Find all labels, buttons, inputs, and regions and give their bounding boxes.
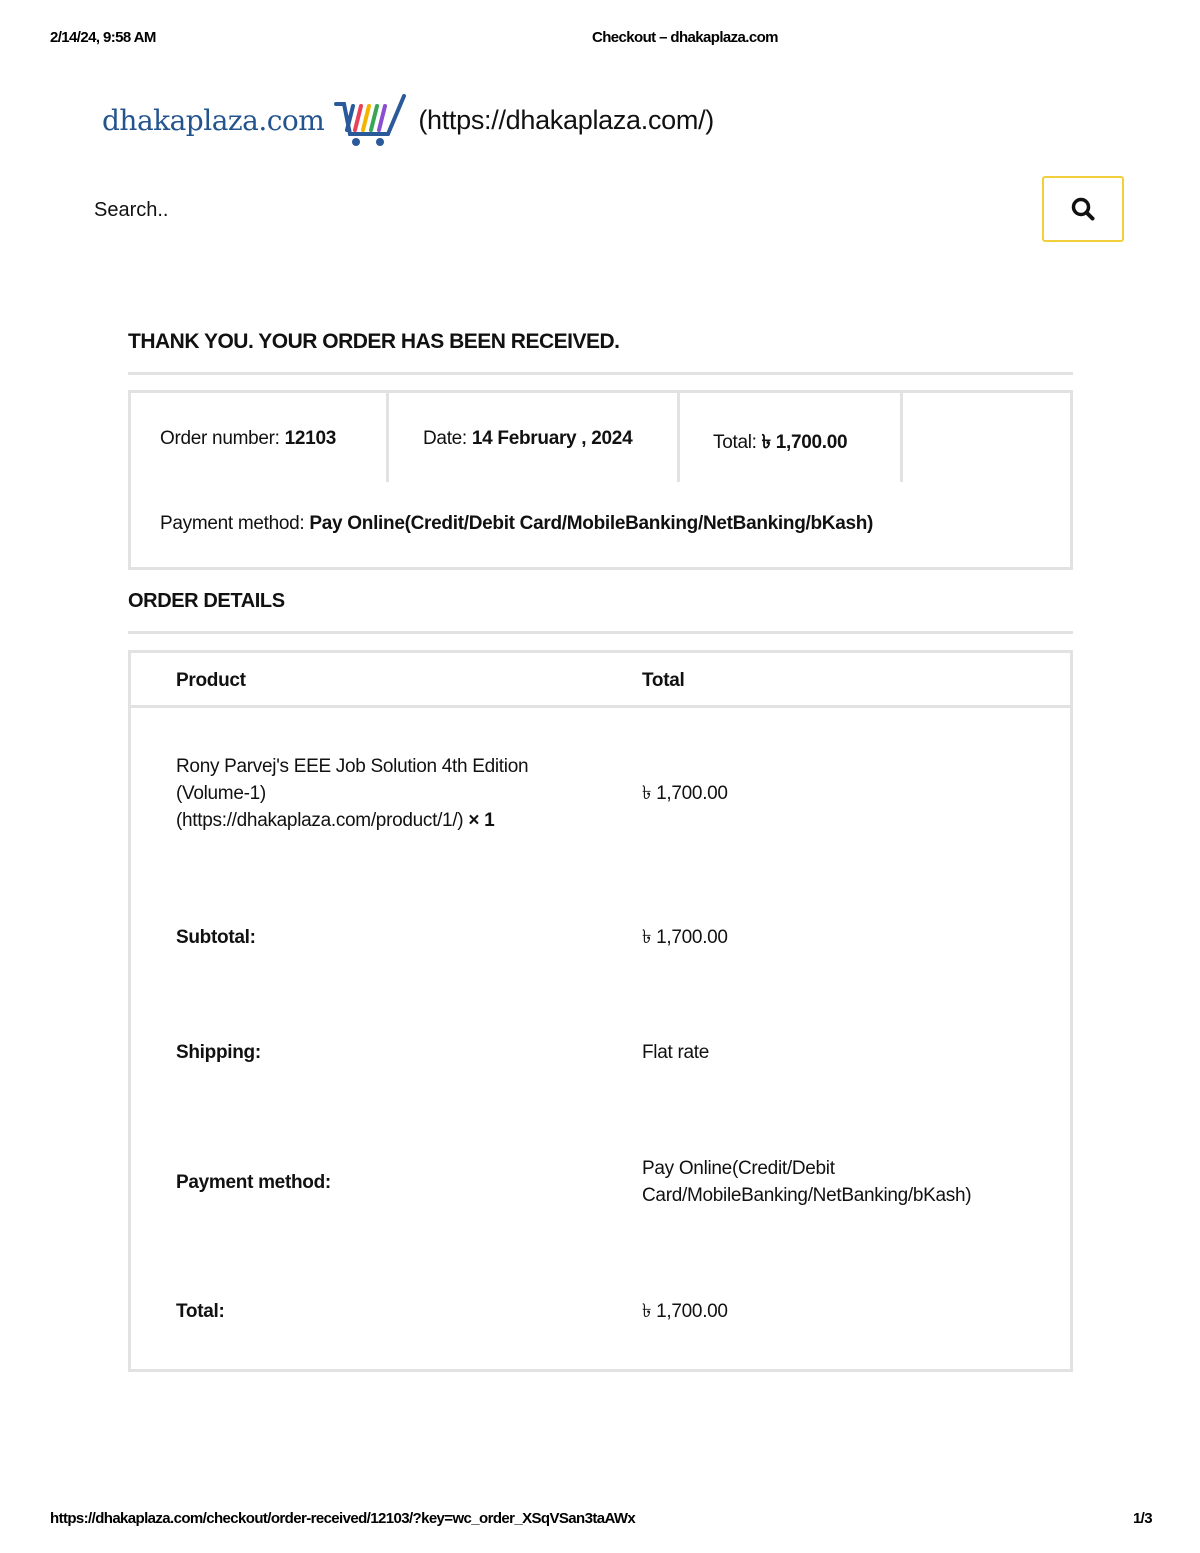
order-total-value: ৳ 1,700.00 — [761, 432, 848, 453]
order-date-value: 14 February , 2024 — [471, 428, 633, 449]
order-details-heading: ORDER DETAILS — [128, 590, 285, 612]
print-url: https://dhakaplaza.com/checkout/order-received/12103/?key=wc_order_XSqVSan3taAWx — [50, 1510, 636, 1527]
print-page-title: Checkout – dhakaplaza.com — [592, 29, 778, 46]
total-label: Total: — [176, 1301, 225, 1322]
search-icon — [1070, 196, 1096, 222]
shopping-cart-icon — [330, 90, 408, 150]
print-footer — [50, 1510, 1152, 1530]
cart-bar — [355, 106, 361, 130]
order-details-table — [128, 650, 1073, 1372]
order-number-cell — [131, 393, 389, 482]
cart-bar — [371, 106, 377, 130]
product-name-line2[interactable]: (Volume-1) — [176, 783, 266, 804]
payment-method-value — [642, 1155, 971, 1209]
order-payment-method — [160, 513, 873, 535]
order-date-label: Date: — [423, 428, 467, 449]
logo-text: dhakaplaza.com — [102, 103, 325, 137]
divider — [128, 631, 1073, 634]
order-number-value: 12103 — [284, 428, 336, 449]
order-total-cell — [680, 393, 903, 482]
order-received-heading: THANK YOU. YOUR ORDER HAS BEEN RECEIVED. — [128, 330, 620, 353]
column-header-product: Product — [176, 670, 246, 691]
product-quantity: × 1 — [468, 810, 495, 831]
payment-method-line2: Card/MobileBanking/NetBanking/bKash) — [642, 1185, 972, 1206]
table-header-divider — [131, 705, 1070, 708]
logo-link[interactable]: (https://dhakaplaza.com/) — [418, 104, 714, 135]
search-bar — [94, 176, 1126, 244]
search-input[interactable] — [94, 190, 994, 230]
order-total — [713, 428, 847, 460]
order-number — [160, 428, 336, 450]
subtotal-label: Subtotal: — [176, 927, 256, 948]
order-number-label: Order number: — [160, 428, 280, 449]
print-header — [50, 29, 1152, 49]
shipping-label: Shipping: — [176, 1042, 261, 1063]
product-total: ৳ 1,700.00 — [642, 783, 728, 804]
subtotal-value: ৳ 1,700.00 — [642, 927, 728, 948]
shipping-value: Flat rate — [642, 1042, 709, 1063]
print-datetime: 2/14/24, 9:58 AM — [50, 29, 156, 46]
product-link[interactable]: (https://dhakaplaza.com/product/1/) — [176, 810, 464, 831]
order-payment-value: Pay Online(Credit/Debit Card/MobileBanking/NetBanking/bKash) — [309, 513, 874, 534]
order-total-label: Total: — [713, 432, 757, 453]
product-name — [176, 753, 528, 834]
payment-method-label: Payment method: — [176, 1172, 331, 1193]
cart-bar — [363, 106, 369, 130]
cart-bar — [379, 106, 385, 130]
total-value: ৳ 1,700.00 — [642, 1301, 728, 1322]
print-page-number: 1/3 — [1132, 1510, 1152, 1527]
product-name-line1[interactable]: Rony Parvej's EEE Job Solution 4th Edition — [176, 756, 529, 777]
order-overview — [128, 390, 1073, 570]
column-header-total: Total — [642, 670, 685, 691]
order-payment-label: Payment method: — [160, 513, 305, 534]
search-button[interactable] — [1042, 176, 1124, 242]
divider — [128, 372, 1073, 375]
site-logo[interactable] — [102, 90, 714, 150]
order-date-cell — [389, 393, 680, 482]
payment-method-line1: Pay Online(Credit/Debit — [642, 1158, 835, 1179]
order-date — [423, 428, 632, 450]
